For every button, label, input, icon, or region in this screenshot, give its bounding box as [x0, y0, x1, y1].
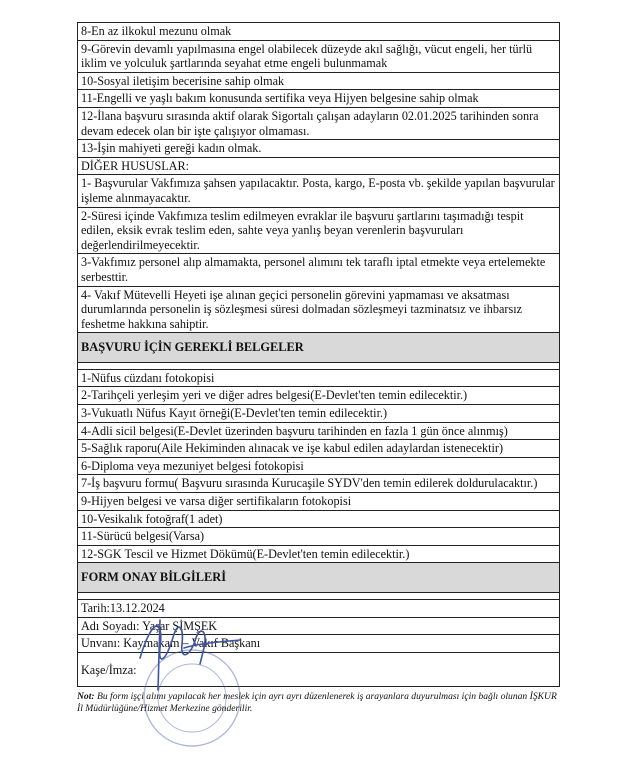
other-matter-row [78, 207, 560, 254]
document-cell: 6-Diploma veya mezuniyet belgesi fotokopisi [78, 457, 560, 475]
requirement-cell: 10-Sosyal iletişim becerisine sahip olmak [78, 72, 560, 90]
document-cell: 4-Adli sicil belgesi(E-Devlet üzerinden başvuru tarihinden en fazla 1 gün önce alınmış) [78, 422, 560, 440]
signature-stroke [140, 620, 240, 690]
document-row [78, 475, 560, 493]
requirement-row [78, 40, 560, 72]
documents-header-row [78, 333, 560, 363]
footnote-text: Bu form işçi alımı yapılacak her meslek için ayrı ayrı düzenlenerek iş arayanlara duyurulması için bağlı olunan İŞKUR İl Müdürlüğüne/Hizmet Merkezine gönderilir. [77, 690, 557, 715]
other-matters-title: DİĞER HUSUSLAR: [78, 157, 560, 175]
document-cell: 2-Tarihçeli yerleşim yeri ve diğer adres belgesi(E-Devlet'ten temin edilecektir.) [78, 387, 560, 405]
requirement-cell: 9-Görevin devamlı yapılmasına engel olabilecek düzeyde akıl sağlığı, vücut engeli, her türlü iklim ve yolculuk şartlarında seyahat etme engeli bulunmamak [78, 40, 560, 72]
approval-section-title: FORM ONAY BİLGİLERİ [78, 563, 560, 593]
requirement-row [78, 107, 560, 139]
spacer-cell [78, 362, 560, 369]
requirement-cell: 13-İşin mahiyeti gereği kadın olmak. [78, 140, 560, 158]
spacer-row [78, 593, 560, 600]
document-cell: 12-SGK Tescil ve Hizmet Dökümü(E-Devlet'ten temin edilecektir.) [78, 545, 560, 563]
other-matter-cell: 2-Süresi içinde Vakfımıza teslim edilmeyen evraklar ile başvuru şartlarını taşımadığı tespit edilen, eksik evrak teslim eden, sahte veya yanlış beyan verenlerin başvuruları değerlendirilmeyecektir. [78, 207, 560, 254]
other-matter-cell: 3-Vakfımız personel alıp almamakta, personel alımını tek taraflı iptal etmekte veya ertelemekte serbesttir. [78, 254, 560, 286]
document-cell: 10-Vesikalık fotoğraf(1 adet) [78, 510, 560, 528]
other-matters-title-row [78, 157, 560, 175]
document-row [78, 510, 560, 528]
other-matter-cell: 4- Vakıf Mütevelli Heyeti işe alınan geçici personelin görevini yapmaması ve aksatması durumlarında personelin iş sözleşmesi süresi dolmadan sözleşmeyi tazminatsız ve ihbarsız feshetme hakkına sahiptir. [78, 286, 560, 333]
approval-name: Adı Soyadı: Yaşar ŞİMŞEK [78, 617, 560, 635]
other-matter-row [78, 254, 560, 286]
signature-label: Kaşe/İmza: [78, 652, 560, 686]
requirement-row [78, 72, 560, 90]
document-cell: 7-İş başvuru formu( Başvuru sırasında Kurucaşile SYDV'den temin edilerek doldurulacaktır.) [78, 475, 560, 493]
approval-header-row [78, 563, 560, 593]
document-row [78, 369, 560, 387]
document-row [78, 528, 560, 546]
seal-inner-ring [158, 664, 226, 732]
document-cell: 3-Vukuatlı Nüfus Kayıt örneği(E-Devlet'ten temin edilecektir.) [78, 405, 560, 423]
footnote-label: Not: [77, 690, 95, 702]
spacer-row [78, 362, 560, 369]
document-row [78, 545, 560, 563]
document-row [78, 493, 560, 511]
document-cell: 11-Sürücü belgesi(Varsa) [78, 528, 560, 546]
requirement-cell: 11-Engelli ve yaşlı bakım konusunda sertifika veya Hijyen belgesine sahip olmak [78, 90, 560, 108]
approval-date: Tarih:13.12.2024 [78, 600, 560, 618]
document-cell: 1-Nüfus cüzdanı fotokopisi [78, 369, 560, 387]
other-matter-row [78, 286, 560, 333]
spacer-cell [78, 593, 560, 600]
approval-title: Unvanı: Kaymakam – Vakıf Başkanı [78, 635, 560, 653]
document-row [78, 440, 560, 458]
form-table [77, 22, 560, 687]
requirement-cell: 8-En az ilkokul mezunu olmak [78, 23, 560, 41]
document-row [78, 422, 560, 440]
documents-section-title: BAŞVURU İÇİN GEREKLİ BELGELER [78, 333, 560, 363]
document-cell: 9-Hijyen belgesi ve varsa diğer sertifikaların fotokopisi [78, 493, 560, 511]
requirement-row [78, 90, 560, 108]
document-row [78, 405, 560, 423]
requirement-row [78, 140, 560, 158]
other-matter-cell: 1- Başvurular Vakfımıza şahsen yapılacaktır. Posta, kargo, E-posta vb. şekilde yapılan başvurular işleme alınmayacaktır. [78, 175, 560, 207]
seal-and-signature-icon [100, 600, 270, 750]
document-row [78, 457, 560, 475]
other-matter-row [78, 175, 560, 207]
document-row [78, 387, 560, 405]
document-cell: 5-Sağlık raporu(Aile Hekiminden alınacak ve işe kabul edilen adaylardan istenecektir) [78, 440, 560, 458]
requirement-row [78, 23, 560, 41]
requirement-cell: 12-İlana başvuru sırasında aktif olarak Sigortalı çalışan adayların 02.01.2025 tarihinden sonra devam edecek olan bir işte çalışıyor olmaması. [78, 107, 560, 139]
